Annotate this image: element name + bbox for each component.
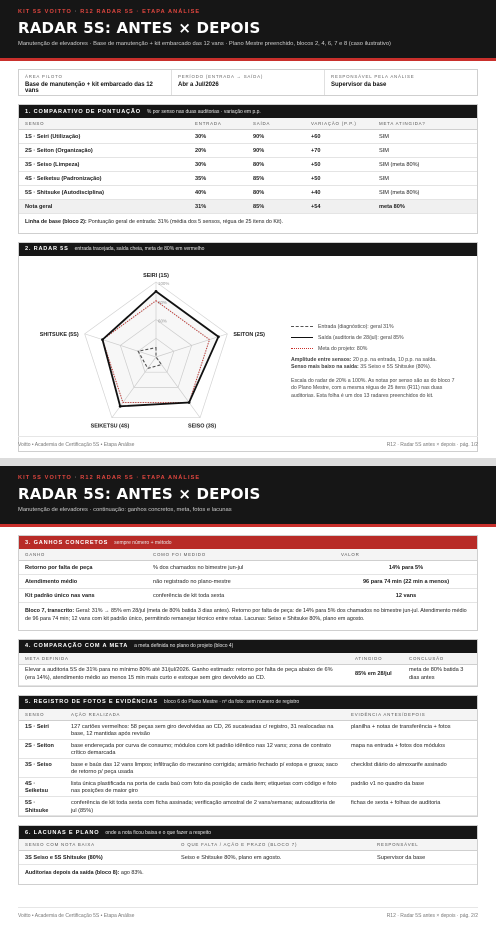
radar-ring-label: 100% — [158, 280, 170, 286]
radar-axis-label: SEIRI (1S) — [143, 272, 169, 279]
radar-point-saida — [155, 290, 158, 293]
table-row: 3S · Seiso (Limpeza) 30% 80% +50 SIM (meta 80%) — [19, 158, 477, 172]
table-row: 1S · Seiri 127 cartões vermelhos: 58 peças sem giro devolvidas ao CD, 26 sucateadas c/ registro, 31 realocadas na base, 12 mantidas após revisão planilha + notas de transferência + fotos — [19, 720, 477, 739]
radar-point-saida — [217, 335, 220, 338]
section-score-comparison — [18, 104, 478, 234]
block7-note: Bloco 7, transcrito: Geral: 31% → 85% em 28/jul (meta de 80% batida 3 dias antes). Retorno por falta de peça: de 14% para 5% dos chamados no bimestre jun-jul. Atendimento médio de 96 para 74 min; 12 vans com kit padrão único, permitindo remanejar técnico entre rotas. Lacunas: Seiso e Shitsuke 80%, plano em agosto. — [25, 608, 467, 622]
page-1 — [0, 0, 496, 458]
table-row: 2S · Seiton base endereçada por curva de consumo; módulos com kit padrão idêntico nas 12 vans; zona de contrato crítico demarcada mapa na entrada + fotos dos módulos — [19, 739, 477, 758]
section-header: 6. LACUNAS E PLANO onde a nota ficou baixa e o que fazer a respeito — [19, 826, 477, 839]
table-row: 3S · Seiso base e baús das 12 vans limpos; infiltração do mezanino corrigida; armário fechado p/ estopa e graxa; saco de retorno p/ peça usada checklist diário do almoxarife assinado — [19, 758, 477, 777]
radar-axis-label: SEISO (3S) — [187, 423, 217, 430]
meta-area: ÁREA PILOTO Base de manutenção + kit embarcado das 12 vans — [19, 70, 172, 95]
gains-table: GANHO COMO FOI MEDIDO VALOR Retorno por falta de peça % dos chamados no bimestre jun-jul 14% para 5% Atendimento médio não registrado no plano-mestre 96 para 74 min (22 min a menos) Kit padrão único nas vans conferência de kit toda sexta 12 vans — [19, 549, 477, 603]
page-header — [0, 0, 496, 58]
section-goal-comparison — [18, 639, 478, 687]
section-header: 1. COMPARATIVO DE PONTUAÇÃO % por senso nas duas auditorias · variação em p.p. — [19, 105, 477, 118]
meta-responsavel: RESPONSÁVEL PELA ANÁLISE Supervisor da base — [331, 74, 415, 88]
kicker: KIT 5S VOITTO · R12 RADAR 5S · ETAPA ANÁLISE — [18, 9, 201, 15]
table-row: Kit padrão único nas vans conferência de kit toda sexta 12 vans — [19, 589, 477, 603]
scale-note: Escala do radar de 20% a 100%. As notas por senso são as do bloco 7 do Plano Mestre, com a mesma régua de 25 itens (R11) nas duas auditorias. Esta folha é um dos 13 radares preenchidos do kit. — [291, 377, 455, 399]
score-table — [19, 118, 477, 214]
table-row: 2S · Seiton (Organização) 20% 90% +70 SIM — [19, 144, 477, 158]
page-title: RADAR 5S: ANTES × DEPOIS — [18, 485, 261, 503]
radar-point-saida — [119, 405, 122, 408]
section-header: 2. RADAR 5S entrada tracejada, saída cheia, meta de 80% em vermelho — [19, 243, 477, 256]
section-photo-register — [18, 695, 478, 817]
table-row: 4S · Seiketsu lista única plastificada na porta de cada baú com foto da posição de cada item; etiquetas com código e foto nas posições de maior giro padrão v1 no quadro da base — [19, 777, 477, 796]
section-gaps-plan — [18, 825, 478, 885]
legend-entry-saida: Saída (auditoria de 28/jul): geral 85% — [291, 335, 461, 341]
table-row: Retorno por falta de peça % dos chamados no bimestre jun-jul 14% para 5% — [19, 561, 477, 575]
table-row: Atendimento médio não registrado no plano-mestre 96 para 74 min (22 min a menos) — [19, 575, 477, 589]
table-row: 1S · Seiri (Utilização) 30% 90% +60 SIM — [19, 130, 477, 144]
accent-bar — [0, 524, 496, 527]
table-header-row: SENSO ENTRADA SAÍDA VARIAÇÃO (P.P.) META ATINGIDA? — [19, 118, 477, 130]
section-gains — [18, 535, 478, 631]
page-subtitle: Manutenção de elevadores · Base de manutenção + kit embarcado das 12 vans · Plano Mestre preenchido, blocos 2, 4, 6, 7 e 8 (caso ilustrativo) — [18, 41, 391, 47]
goal-table: META DEFINIDA ATINGIDO CONCLUSÃO Elevar a auditoria 5S de 31% para no mínimo 80% até 31/jul/2026. Ganho estimado: retorno por falta de peça abaixo de 6% (era 14%), atendimento médio ao menos 15 min mais curto e estoque sem giro devolvido ao CD. 85% em 28/jul meta de 80% batida 3 dias antes — [19, 653, 477, 686]
accent-bar — [0, 58, 496, 61]
table-row: Elevar a auditoria 5S de 31% para no mínimo 80% até 31/jul/2026. Ganho estimado: retorno por falta de peça abaixo de 6% (era 14%), atendimento médio ao menos 15 min mais curto e estoque sem giro devolvido ao CD. 85% em 28/jul meta de 80% batida 3 dias antes — [19, 664, 477, 685]
kicker: KIT 5S VOITTO · R12 RADAR 5S · ETAPA ANÁLISE — [18, 475, 201, 481]
page-footer: Voitto • Academia de Certificação 5S • Etapa Análise R12 · Radar 5S antes × depois · pág. 1/2 — [18, 436, 478, 448]
legend-entry-meta: Meta do projeto: 80% — [291, 346, 461, 352]
page-footer: Voitto • Academia de Certificação 5S • Etapa Análise R12 · Radar 5S antes × depois · pág. 2/2 — [18, 907, 478, 919]
section-header: 3. GANHOS CONCRETOS sempre número + método — [19, 536, 477, 549]
radar-axis-label: SEITON (2S) — [233, 331, 265, 338]
after-audits-note: Auditorias depois da saída (bloco 8): ago 83%. — [25, 870, 144, 877]
evidence-table: SENSO AÇÃO REALIZADA EVIDÊNCIA ANTES/DEPOIS 1S · Seiri 127 cartões vermelhos: 58 peças sem giro devolvidas ao CD, 26 sucateadas c/ registro, 31 realocadas na base, 12 mantidas após revisão planilha + notas de transferência + fotos 2S · Seiton base endereçada por curva de consumo; módulos com kit padrão idêntico nas 12 vans; zona de contrato crítico demarcada mapa na entrada + fotos dos módulos 3S · Seiso base e baús das 12 vans limpos; infiltração do mezanino corrigida; armário fechado p/ estopa e graxa; saco de retorno p/ peça usada checklist diário do almoxarife assinado 4S · Seiketsu lista única plastificada na porta de cada baú com foto da posição de cada item; etiquetas com código e foto nas posições de maior giro padrão v1 no quadro da base 5S · Shitsuke conferência de kit toda sexta com ficha assinada; verificação amostral de 2 vans/semana; autoauditoria de jul (85%) fichas de sexta + folhas de auditoria — [19, 709, 477, 816]
section-header: 5. REGISTRO DE FOTOS E EVIDÊNCIAS bloco 6 do Plano Mestre · nº da foto: sem número de registro — [19, 696, 477, 709]
page-header — [0, 466, 496, 524]
page-2 — [0, 466, 496, 929]
radar-axis-label: SEIKETSU (4S) — [90, 423, 130, 430]
section-radar — [18, 242, 478, 452]
radar-point-saida — [188, 401, 191, 404]
amplitude-note: Amplitude entre sensos: 20 p.p. na entrada, 10 p.p. na saída. Senso mais baixo na saída: 3S Seiso e 5S Shitsuke (80%). — [291, 356, 437, 371]
table-row: 4S · Seiketsu (Padronização) 35% 85% +50 SIM — [19, 172, 477, 186]
page-subtitle: Manutenção de elevadores · continuação: ganhos concretos, meta, fotos e lacunas — [18, 507, 232, 513]
section-header: 4. COMPARAÇÃO COM A META a meta definida no plano do projeto (bloco 4) — [19, 640, 477, 653]
meta-strip — [18, 69, 478, 96]
table-row: 5S · Shitsuke (Autodisciplina) 40% 80% +40 SIM (meta 80%) — [19, 186, 477, 200]
baseline-note: Linha de base (bloco 2): Pontuação geral de entrada: 31% (média dos 5 sensos, régua de 25 itens do Kit). — [25, 219, 283, 225]
radar-point-saida — [101, 338, 104, 341]
table-row: 3S Seiso e 5S Shitsuke (80%) Seiso e Shitsuke 80%, plano em agosto. Supervisor da base — [19, 851, 477, 865]
radar-legend — [291, 324, 461, 401]
table-row: 5S · Shitsuke conferência de kit toda sexta com ficha assinada; verificação amostral de 2 vans/semana; autoauditoria de jul (85%) fichas de sexta + folhas de auditoria — [19, 797, 477, 816]
page-title: RADAR 5S: ANTES × DEPOIS — [18, 19, 261, 37]
radar-area — [19, 256, 477, 451]
total-row: Nota geral 31% 85% +54 meta 80% — [19, 200, 477, 214]
meta-periodo: PERÍODO (ENTRADA → SAÍDA) Abr a Jul/2026 — [172, 70, 325, 95]
radar-axis-label: SHITSUKE (5S) — [39, 331, 79, 338]
legend-entry-entrada: Entrada (diagnóstico): geral 31% — [291, 324, 461, 330]
gaps-table: SENSO COM NOTA BAIXA O QUE FALTA / AÇÃO E PRAZO (BLOCO 7) RESPONSÁVEL 3S Seiso e 5S Shitsuke (80%) Seiso e Shitsuke 80%, plano em agosto. Supervisor da base — [19, 839, 477, 865]
